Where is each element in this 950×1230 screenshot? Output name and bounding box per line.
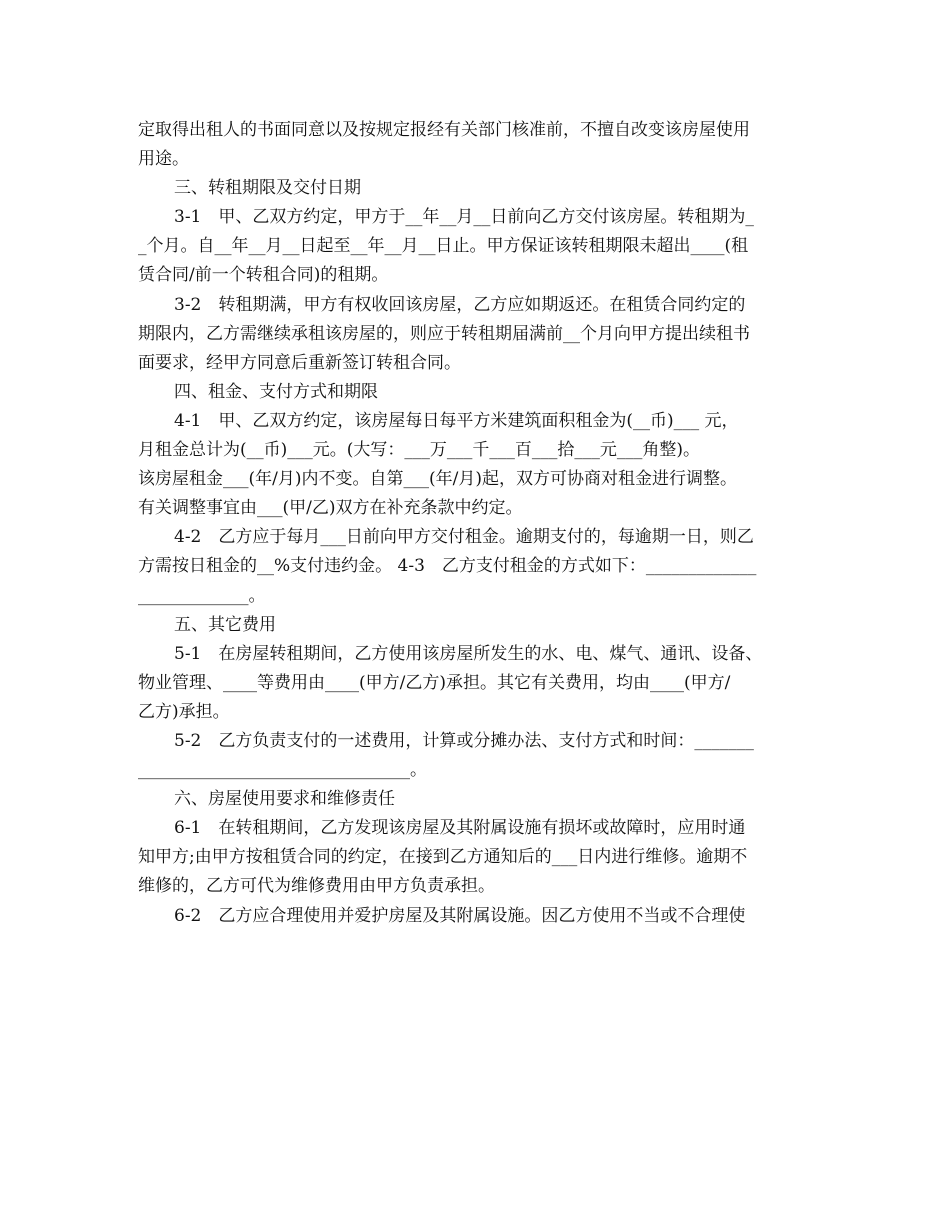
text-line: 该房屋租金___(年/月)内不变。自第___(年/月)起，双方可协商对租金进行调整。 bbox=[138, 469, 737, 490]
text-line: 有关调整事宜由___(甲/乙)双方在补充条款中约定。 bbox=[138, 498, 523, 519]
text-line: 定取得出租人的书面同意以及按规定报经有关部门核准前，不擅自改变该房屋使用 bbox=[138, 120, 750, 140]
text-line: 3-1 甲、乙双方约定，甲方于__年__月__日前向乙方交付该房屋。转租期为_ bbox=[174, 207, 754, 228]
text-line: 5-1 在房屋转租期间，乙方使用该房屋所发生的水、电、煤气、通讯、设备、 bbox=[174, 643, 763, 664]
text-line: 物业管理、____等费用由____(甲方/乙方)承担。其它有关费用，均由____(甲方/ bbox=[138, 672, 731, 693]
text-line: ________________________________。 bbox=[138, 760, 427, 781]
text-line: 方需按日租金的__%支付违约金。 4-3 乙方支付租金的方式如下：_____________ bbox=[138, 556, 757, 577]
text-line: 期限内，乙方需继续承租该房屋的，则应于转租期届满前__个月向甲方提出续租书 bbox=[138, 323, 750, 344]
text-line: 赁合同/前一个转租合同)的租期。 bbox=[138, 265, 389, 286]
text-line: 维修的，乙方可代为维修费用由甲方负责承担。 bbox=[138, 876, 495, 897]
section-heading: 三、转租期限及交付日期 bbox=[174, 178, 361, 199]
text-line: 6-2 乙方应合理使用并爱护房屋及其附属设施。因乙方使用不当或不合理使 bbox=[174, 905, 746, 926]
text-line: 6-1 在转租期间，乙方发现该房屋及其附属设施有损坏或故障时，应用时通 bbox=[174, 818, 746, 839]
text-line: 月租金总计为(__币)___元。(大写：___万___千___百___拾___元___角整)。 bbox=[138, 440, 701, 461]
text-line: 知甲方;由甲方按租赁合同的约定，在接到乙方通知后的___日内进行维修。逾期不 bbox=[138, 847, 748, 868]
section-heading: 四、租金、支付方式和期限 bbox=[174, 381, 378, 402]
text-line: 面要求，经甲方同意后重新签订转租合同。 bbox=[138, 352, 461, 373]
section-heading: 五、其它费用 bbox=[174, 614, 276, 635]
document-body bbox=[138, 116, 828, 931]
section-heading: 六、房屋使用要求和维修责任 bbox=[174, 789, 395, 810]
text-line: 4-2 乙方应于每月___日前向甲方交付租金。逾期支付的，每逾期一日，则乙 bbox=[174, 527, 754, 548]
text-line: 5-2 乙方负责支付的一述费用，计算或分摊办法、支付方式和时间：_______ bbox=[174, 730, 754, 751]
text-line: 3-2 转租期满，甲方有权收回该房屋，乙方应如期返还。在租赁合同约定的 bbox=[174, 294, 746, 315]
text-line: 用途。 bbox=[138, 149, 189, 170]
text-line: _____________。 bbox=[138, 585, 266, 606]
text-line: _个月。自__年__月__日起至__年__月__日止。甲方保证该转租期限未超出____(租 bbox=[138, 236, 749, 257]
text-line: 4-1 甲、乙双方约定，该房屋每日每平方米建筑面积租金为(__币)___ 元， bbox=[174, 410, 739, 431]
text-line: 乙方)承担。 bbox=[138, 701, 230, 722]
